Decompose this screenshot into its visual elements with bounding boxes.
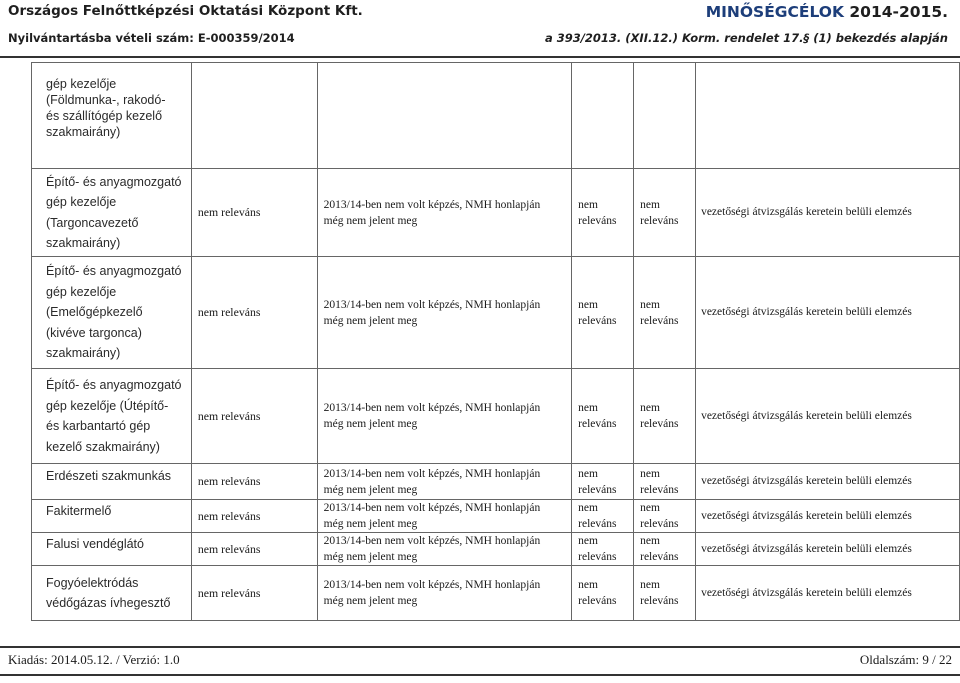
qualification-name-line: Erdészeti szakmunkás xyxy=(46,469,172,483)
review-cell: vezetőségi átvizsgálás keretein belüli elemzés xyxy=(696,500,960,533)
column-5-line: nem xyxy=(640,535,660,547)
qualification-name-line: Falusi vendéglátó xyxy=(46,537,144,551)
relevance-cell: nem releváns xyxy=(191,566,317,621)
training-status-line: még nem jelent meg xyxy=(323,551,418,563)
column-4-line: nem xyxy=(578,402,598,414)
page-footer xyxy=(0,646,960,676)
column-5-line: nem xyxy=(640,402,660,414)
qualification-table xyxy=(31,62,960,621)
header-divider xyxy=(0,56,960,58)
review-cell: vezetőségi átvizsgálás keretein belüli elemzés xyxy=(696,566,960,621)
table-row xyxy=(32,369,960,464)
training-status-line: még nem jelent meg xyxy=(323,214,418,227)
column-5-line: nem xyxy=(640,579,660,591)
column-4-line: releváns xyxy=(578,551,617,563)
column-5-cell xyxy=(634,500,696,533)
column-5-cell xyxy=(634,169,696,257)
column-5-cell xyxy=(634,369,696,464)
qualification-name-line: (kivéve targonca) xyxy=(46,325,142,340)
table-row xyxy=(32,169,960,257)
review-cell: vezetőségi átvizsgálás keretein belüli elemzés xyxy=(696,257,960,369)
training-status-line: 2013/14-ben nem volt képzés, NMH honlapján xyxy=(323,579,541,591)
training-status-cell xyxy=(317,500,571,533)
column-4-cell xyxy=(572,566,634,621)
training-status-cell xyxy=(317,566,571,621)
review-cell: vezetőségi átvizsgálás keretein belüli elemzés xyxy=(696,464,960,500)
review-cell: vezetőségi átvizsgálás keretein belüli elemzés xyxy=(696,533,960,566)
column-4-line: releváns xyxy=(578,214,617,227)
qualification-name-line: (Emelőgépkezelő xyxy=(46,305,143,320)
column-4-cell xyxy=(572,533,634,566)
column-5-cell xyxy=(634,533,696,566)
quality-goals-year: 2014-2015. xyxy=(849,3,948,21)
relevance-cell xyxy=(191,63,317,169)
qualification-name-line: gép kezelője xyxy=(46,284,117,299)
quality-goals-prefix: MINŐSÉGCÉLOK xyxy=(705,3,850,21)
qualification-name-line: Építő- és anyagmozgató xyxy=(46,264,182,279)
column-4-line: nem xyxy=(578,298,598,311)
column-4-line: releváns xyxy=(578,518,617,530)
column-4-line: nem xyxy=(578,198,598,211)
training-status-cell xyxy=(317,464,571,500)
qualification-name-cell xyxy=(32,63,192,169)
qualification-name-cell xyxy=(32,500,192,533)
qualification-name-line: szakmairány) xyxy=(46,125,121,139)
qualification-name-line: Építő- és anyagmozgató xyxy=(46,174,182,189)
table-row xyxy=(32,63,960,169)
column-4-cell xyxy=(572,169,634,257)
relevance-cell: nem releváns xyxy=(191,464,317,500)
qualification-name-line: gép kezelője xyxy=(46,195,117,209)
relevance-cell: nem releváns xyxy=(191,369,317,464)
training-status-line: még nem jelent meg xyxy=(323,314,418,327)
table-row xyxy=(32,464,960,500)
qualification-name-line: kezelő szakmairány) xyxy=(46,439,160,454)
qualification-name-line: gép kezelője xyxy=(46,77,117,91)
review-cell: vezetőségi átvizsgálás keretein belüli elemzés xyxy=(696,169,960,257)
column-5-cell xyxy=(634,464,696,500)
qualification-name-line: gép kezelője (Útépítő- xyxy=(46,398,169,413)
qualification-name-cell xyxy=(32,369,192,464)
training-status-cell xyxy=(317,369,571,464)
column-5-line: nem xyxy=(640,298,660,311)
column-4-cell xyxy=(572,257,634,369)
column-4-cell xyxy=(572,369,634,464)
column-4-line: releváns xyxy=(578,418,617,430)
training-status-line: 2013/14-ben nem volt képzés, NMH honlapján xyxy=(323,402,541,414)
column-5-line: nem xyxy=(640,198,660,211)
quality-goals-title xyxy=(706,3,948,21)
column-5-cell xyxy=(634,257,696,369)
column-5-cell xyxy=(634,566,696,621)
column-4-cell xyxy=(572,500,634,533)
review-cell xyxy=(696,63,960,169)
relevance-cell: nem releváns xyxy=(191,169,317,257)
training-status-line: még nem jelent meg xyxy=(323,595,418,607)
training-status-line: még nem jelent meg xyxy=(323,518,418,530)
qualification-name-cell xyxy=(32,169,192,257)
page-header xyxy=(0,0,960,58)
training-status-line: még nem jelent meg xyxy=(323,483,418,496)
qualification-name-line: Fakitermelő xyxy=(46,504,112,518)
column-5-line: releváns xyxy=(640,518,679,530)
training-status-cell xyxy=(317,63,571,169)
training-status-cell xyxy=(317,257,571,369)
qualification-name-line: Építő- és anyagmozgató xyxy=(46,378,182,392)
training-status-line: 2013/14-ben nem volt képzés, NMH honlapján xyxy=(323,298,541,311)
relevance-cell: nem releváns xyxy=(191,257,317,369)
training-status-line: 2013/14-ben nem volt képzés, NMH honlapján xyxy=(323,535,541,547)
qualification-name-line: (Targoncavezető xyxy=(46,215,139,230)
column-5-line: nem xyxy=(640,467,660,480)
table-row xyxy=(32,533,960,566)
review-cell: vezetőségi átvizsgálás keretein belüli elemzés xyxy=(696,369,960,464)
column-5-cell xyxy=(634,63,696,169)
training-status-line: 2013/14-ben nem volt képzés, NMH honlapján xyxy=(323,198,541,211)
qualification-name-line: szakmairány) xyxy=(46,236,121,250)
relevance-cell: nem releváns xyxy=(191,533,317,566)
training-status-cell xyxy=(317,533,571,566)
qualification-name-cell xyxy=(32,533,192,566)
training-status-cell xyxy=(317,169,571,257)
column-5-line: nem xyxy=(640,502,660,514)
qualification-name-cell xyxy=(32,464,192,500)
column-4-line: nem xyxy=(578,579,598,591)
registration-number: Nyilvántartásba vételi szám: E-000359/2014 xyxy=(8,31,295,45)
page-number: Oldalszám: 9 / 22 xyxy=(859,652,952,667)
table-row xyxy=(32,257,960,369)
column-4-line: nem xyxy=(578,535,598,547)
column-5-line: releváns xyxy=(640,314,679,327)
training-status-line: 2013/14-ben nem volt képzés, NMH honlapján xyxy=(323,467,541,480)
column-5-line: releváns xyxy=(640,418,679,430)
column-4-cell xyxy=(572,63,634,169)
issue-version: Kiadás: 2014.05.12. / Verzió: 1.0 xyxy=(8,652,180,667)
column-4-cell xyxy=(572,464,634,500)
training-status-line: még nem jelent meg xyxy=(323,418,418,430)
column-4-line: nem xyxy=(578,502,598,514)
column-5-line: releváns xyxy=(640,214,679,227)
table-row xyxy=(32,500,960,533)
column-4-line: releváns xyxy=(578,314,617,327)
qualification-name-line: és karbantartó gép xyxy=(46,419,151,433)
column-5-line: releváns xyxy=(640,595,679,607)
training-status-line: 2013/14-ben nem volt képzés, NMH honlapján xyxy=(323,502,541,514)
qualification-name-line: (Földmunka-, rakodó- xyxy=(46,93,166,107)
qualification-name-line: és szállítógép kezelő xyxy=(46,109,163,123)
decree-reference: a 393/2013. (XII.12.) Korm. rendelet 17.§ (1) bekezdés alapján xyxy=(544,31,948,45)
relevance-cell: nem releváns xyxy=(191,500,317,533)
column-4-line: releváns xyxy=(578,595,617,607)
qualification-name-line: Fogyóelektródás xyxy=(46,575,139,590)
qualification-name-cell xyxy=(32,257,192,369)
qualification-name-line: szakmairány) xyxy=(46,346,121,361)
column-4-line: releváns xyxy=(578,483,617,496)
qualification-name-line: védőgázas ívhegesztő xyxy=(46,596,171,610)
column-4-line: nem xyxy=(578,467,598,480)
column-5-line: releváns xyxy=(640,551,679,563)
qualification-name-cell xyxy=(32,566,192,621)
column-5-line: releváns xyxy=(640,483,679,496)
organization-name: Országos Felnőttképzési Oktatási Központ Kft. xyxy=(8,3,363,19)
table-row xyxy=(32,566,960,621)
